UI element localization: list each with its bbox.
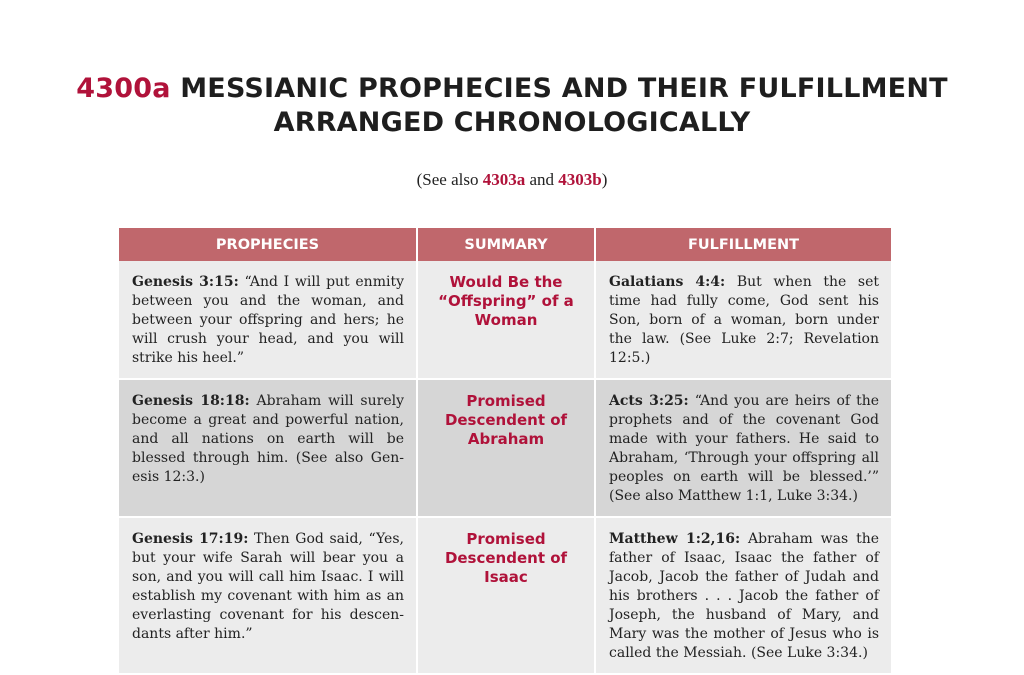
fulfillment-cell [595, 261, 891, 379]
see-ref-4303b[interactable]: 4303b [558, 170, 602, 189]
fulfillment-text: “And you are heirs of the prophets and of the covenant God made with your fathers. He said to Abraham, ‘Through your offspring all peoples on earth will be blessed.’” (See also Matthew 1:1, Luke 3:34.) [609, 393, 880, 504]
summary-cell: Would Be the “Offspring” of a Woman [417, 261, 595, 379]
see-and: and [529, 170, 554, 189]
fulfillment-text: But when the set time had fully come, God sent his Son, born of a woman, born under the law. (See Luke 2:7; Revelation 12:5.) [609, 274, 880, 366]
table-row [119, 379, 891, 517]
prophecy-text: Abraham will surely become a great and powerful nation, and all nations on earth will be blessed through him. (See also Gen-esis 12:3.) [132, 393, 404, 485]
fulfillment-ref: Matthew 1:2,16: [609, 531, 741, 547]
fulfillment-cell [595, 379, 891, 517]
fulfillment-ref: Acts 3:25: [609, 393, 689, 409]
title-text: MESSIANIC PROPHECIES AND THEIR FULFILLMENT ARRANGED CHRONOLOGICALLY [180, 73, 948, 138]
fulfillment-text: Abraham was the father of Isaac, Isaac the father of Jacob, Jacob the father of Judah and his brothers . . . Jacob the father of Joseph, the husband of Mary, and Mary was the mother of Jesus who is called the Messiah. (See Luke 3:34.) [609, 531, 879, 661]
page-title [0, 72, 1024, 140]
prophecy-text: Then God said, “Yes, but your wife Sarah will bear you a son, and you will call him Isaac. I will establish my covenant with him as an everlasting covenant for his descen-dants after him.” [132, 531, 404, 642]
prophecy-ref: Genesis 17:19: [132, 531, 249, 547]
table-row [119, 517, 891, 674]
summary-cell: Promised Descendent of Abraham [417, 379, 595, 517]
fulfillment-cell [595, 517, 891, 674]
see-suffix: ) [601, 170, 608, 189]
table-header-row [119, 228, 891, 261]
column-header-summary: SUMMARY [417, 228, 595, 261]
prophecy-cell [119, 261, 417, 379]
prophecy-table [119, 228, 891, 675]
prophecy-ref: Genesis 3:15: [132, 274, 239, 290]
prophecy-text: “And I will put enmity between you and the woman, and between your offspring and hers; he will crush your head, and you will strike his heel.” [132, 274, 404, 366]
table-row [119, 261, 891, 379]
column-header-fulfillment: FULFILLMENT [595, 228, 891, 261]
prophecy-ref: Genesis 18:18: [132, 393, 250, 409]
column-header-prophecies: PROPHECIES [119, 228, 417, 261]
see-prefix: (See also [416, 170, 479, 189]
prophecy-cell [119, 517, 417, 674]
summary-cell: Promised Descendent of Isaac [417, 517, 595, 674]
fulfillment-ref: Galatians 4:4: [609, 274, 726, 290]
see-ref-4303a[interactable]: 4303a [482, 170, 526, 189]
prophecy-cell [119, 379, 417, 517]
section-number: 4300a [76, 73, 171, 104]
see-also-line [0, 170, 1024, 190]
